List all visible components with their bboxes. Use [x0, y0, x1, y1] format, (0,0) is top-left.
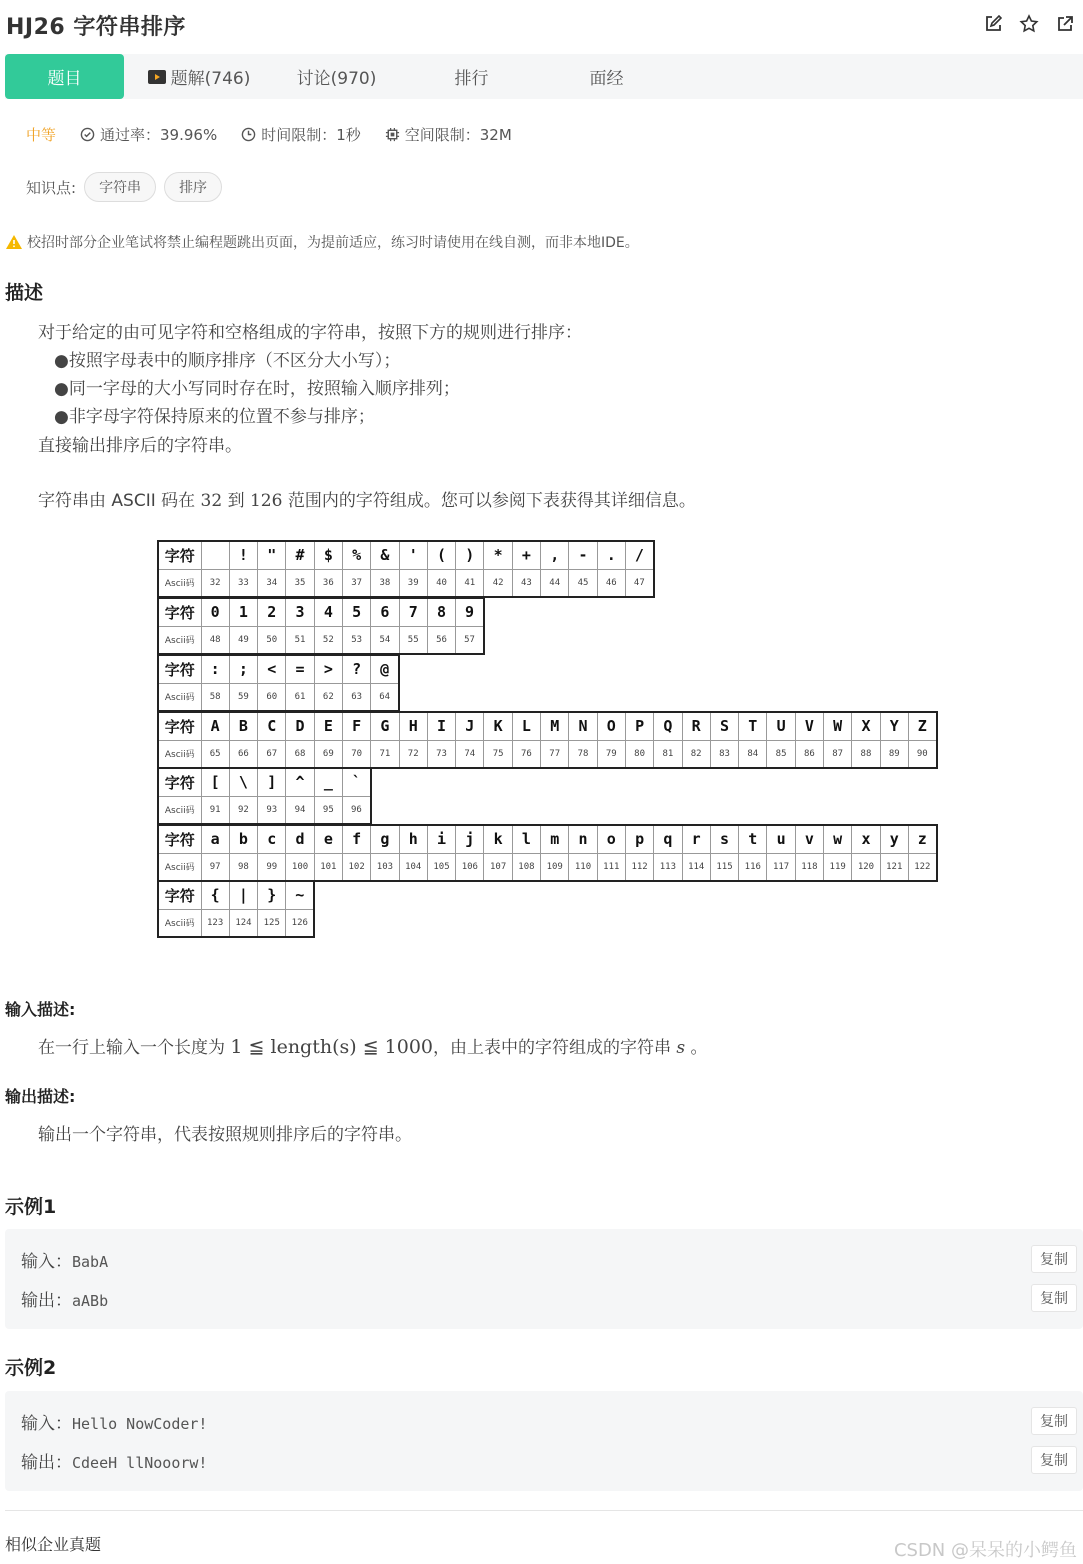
copy-button[interactable]: 复制: [1031, 1407, 1077, 1435]
ascii-code: 68: [286, 740, 314, 768]
example1-heading: 示例1: [5, 1196, 57, 1218]
ascii-char: S: [710, 712, 738, 740]
input-heading: 输入描述:: [5, 1000, 76, 1019]
ascii-code: 32: [201, 569, 229, 597]
ascii-char: m: [541, 825, 569, 853]
ascii-code: 37: [342, 569, 370, 597]
ascii-char: 9: [456, 598, 484, 626]
ascii-char: q: [654, 825, 682, 853]
ascii-char: a: [201, 825, 229, 853]
ascii-code: 123: [201, 909, 229, 937]
ascii-code: 55: [399, 626, 427, 654]
ascii-code: 36: [314, 569, 342, 597]
ascii-code: 122: [908, 853, 936, 881]
star-icon[interactable]: [1019, 14, 1039, 34]
ascii-code: 63: [342, 683, 370, 711]
ascii-char: n: [569, 825, 597, 853]
ascii-code: 81: [654, 740, 682, 768]
input-description: 在一行上输入一个长度为 1 ≦ length(s) ≦ 1000，由上表中的字符组成的字符串 s 。: [38, 1036, 708, 1058]
ascii-char: .: [597, 541, 625, 569]
desc-range: 字符串由 ASCII 码在 32 到 126 范围内的字符组成。您可以参阅下表获得其详细信息。: [38, 491, 696, 511]
ascii-char-label: 字符: [158, 881, 201, 909]
ascii-char: ,: [541, 541, 569, 569]
ascii-char: >: [314, 655, 342, 683]
ascii-code: 65: [201, 740, 229, 768]
ascii-char: b: [229, 825, 257, 853]
ascii-char: E: [314, 712, 342, 740]
ascii-code: 45: [569, 569, 597, 597]
ascii-char: 3: [286, 598, 314, 626]
ascii-char: (: [427, 541, 455, 569]
ascii-char: L: [512, 712, 540, 740]
ascii-char: ): [456, 541, 484, 569]
ascii-group: [157, 654, 400, 712]
ascii-code: 58: [201, 683, 229, 711]
ascii-group: [157, 540, 655, 598]
ascii-char: k: [484, 825, 512, 853]
page-title: HJ26 字符串排序: [6, 15, 186, 40]
share-icon[interactable]: [1055, 14, 1075, 34]
ascii-char: $: [314, 541, 342, 569]
ascii-char: &: [371, 541, 399, 569]
warning-notice: 校招时部分企业笔试将禁止编程题跳出页面，为提前适应，练习时请使用在线自测，而非本地IDE。: [6, 232, 639, 252]
ascii-code: 61: [286, 683, 314, 711]
ascii-char: v: [795, 825, 823, 853]
ascii-char: r: [682, 825, 710, 853]
example2-output: 输出：CdeeH llNooorw!: [21, 1453, 208, 1473]
ascii-code: 52: [314, 626, 342, 654]
similar-questions-heading: 相似企业真题: [5, 1535, 102, 1554]
ascii-group: [157, 711, 938, 769]
ascii-char: [201, 541, 229, 569]
ascii-code: 35: [286, 569, 314, 597]
ascii-code: 111: [597, 853, 625, 881]
ascii-code: 41: [456, 569, 484, 597]
ascii-char-label: 字符: [158, 598, 201, 626]
ascii-code: 120: [852, 853, 880, 881]
ascii-code: 62: [314, 683, 342, 711]
memory-limit: 空间限制：32M: [385, 124, 512, 145]
ascii-code: 125: [258, 909, 286, 937]
ascii-char: x: [852, 825, 880, 853]
time-limit: 时间限制：1秒: [241, 124, 361, 145]
desc-bullet: ●按照字母表中的顺序排序（不区分大小写）；: [54, 351, 401, 371]
ascii-code: 121: [880, 853, 908, 881]
ascii-code: 112: [625, 853, 653, 881]
desc-output-note: 直接输出排序后的字符串。: [38, 436, 242, 456]
ascii-char: +: [512, 541, 540, 569]
ascii-char: ": [258, 541, 286, 569]
ascii-code: 106: [456, 853, 484, 881]
ascii-char: N: [569, 712, 597, 740]
ascii-code: 42: [484, 569, 512, 597]
ascii-char: J: [456, 712, 484, 740]
tag-sort[interactable]: 排序: [164, 172, 222, 202]
ascii-char: 7: [399, 598, 427, 626]
ascii-char: z: [908, 825, 936, 853]
tab-ranking[interactable]: 排行: [454, 69, 489, 89]
chip-icon: [385, 127, 400, 142]
tags-label: 知识点:: [26, 178, 77, 197]
ascii-char: i: [427, 825, 455, 853]
ascii-code-label: Ascii码: [158, 569, 201, 597]
ascii-code: 99: [258, 853, 286, 881]
ascii-code: 70: [342, 740, 370, 768]
ascii-code-label: Ascii码: [158, 683, 201, 711]
ascii-char: T: [739, 712, 767, 740]
ascii-char: ^: [286, 768, 314, 796]
ascii-code: 104: [399, 853, 427, 881]
tag-string[interactable]: 字符串: [84, 172, 156, 202]
tab-solutions[interactable]: [124, 54, 274, 99]
ascii-code: 39: [399, 569, 427, 597]
example1-box: [5, 1229, 1083, 1329]
knowledge-tags: [26, 172, 222, 202]
ascii-char: M: [541, 712, 569, 740]
ascii-code: 34: [258, 569, 286, 597]
ascii-group: [157, 880, 315, 938]
ascii-code: 57: [456, 626, 484, 654]
ascii-char: @: [371, 655, 399, 683]
ascii-code: 54: [371, 626, 399, 654]
example2-heading: 示例2: [5, 1357, 57, 1379]
ascii-char: H: [399, 712, 427, 740]
ascii-char: `: [342, 768, 370, 796]
ascii-group: [157, 767, 372, 825]
ascii-char: u: [767, 825, 795, 853]
ascii-code: 49: [229, 626, 257, 654]
ascii-code: 95: [314, 796, 342, 824]
ascii-char: 0: [201, 598, 229, 626]
ascii-code: 80: [625, 740, 653, 768]
ascii-group: [157, 597, 485, 655]
ascii-code: 96: [342, 796, 370, 824]
ascii-code: 89: [880, 740, 908, 768]
ascii-code: 66: [229, 740, 257, 768]
ascii-char: s: [710, 825, 738, 853]
ascii-char: ~: [286, 881, 314, 909]
ascii-code: 116: [739, 853, 767, 881]
ascii-code: 33: [229, 569, 257, 597]
ascii-code: 91: [201, 796, 229, 824]
ascii-code: 93: [258, 796, 286, 824]
ascii-code: 64: [371, 683, 399, 711]
ascii-code: 73: [427, 740, 455, 768]
ascii-char-label: 字符: [158, 768, 201, 796]
copy-button[interactable]: 复制: [1031, 1245, 1077, 1273]
ascii-char: w: [824, 825, 852, 853]
tab-solutions-label: 题解(746): [170, 69, 251, 89]
ascii-char: A: [201, 712, 229, 740]
warning-icon: [6, 235, 22, 249]
ascii-char: :: [201, 655, 229, 683]
ascii-code: 100: [286, 853, 314, 881]
output-description: 输出一个字符串，代表按照规则排序后的字符串。: [38, 1125, 412, 1145]
pass-rate: 通过率：39.96%: [80, 124, 217, 145]
ascii-code: 115: [710, 853, 738, 881]
ascii-char: e: [314, 825, 342, 853]
ascii-code: 46: [597, 569, 625, 597]
clock-icon: [241, 127, 256, 142]
watermark: CSDN @呆呆的小鳄鱼: [893, 1540, 1077, 1561]
ascii-code: 51: [286, 626, 314, 654]
ascii-code: 107: [484, 853, 512, 881]
ascii-char: %: [342, 541, 370, 569]
ascii-code: 105: [427, 853, 455, 881]
ascii-char: -: [569, 541, 597, 569]
ascii-code: 67: [258, 740, 286, 768]
ascii-code: 92: [229, 796, 257, 824]
ascii-code: 84: [739, 740, 767, 768]
ascii-group: [157, 824, 938, 882]
ascii-code: 119: [824, 853, 852, 881]
ascii-char: X: [852, 712, 880, 740]
ascii-char: ?: [342, 655, 370, 683]
ascii-code: 102: [342, 853, 370, 881]
ascii-char-label: 字符: [158, 655, 201, 683]
ascii-char: Z: [908, 712, 936, 740]
ascii-code: 74: [456, 740, 484, 768]
ascii-char: }: [258, 881, 286, 909]
ascii-code: 85: [767, 740, 795, 768]
ascii-char: l: [512, 825, 540, 853]
copy-button[interactable]: 复制: [1031, 1284, 1077, 1312]
example2-box: [5, 1391, 1083, 1491]
ascii-char: 8: [427, 598, 455, 626]
example1-input: 输入：BabA: [21, 1252, 109, 1272]
desc-bullet: ●同一字母的大小写同时存在时，按照输入顺序排列；: [54, 379, 460, 399]
ascii-code-label: Ascii码: [158, 853, 201, 881]
ascii-char: O: [597, 712, 625, 740]
problem-meta: [26, 124, 536, 145]
ascii-code: 124: [229, 909, 257, 937]
ascii-char: 6: [371, 598, 399, 626]
ascii-code: 109: [541, 853, 569, 881]
ascii-char: [: [201, 768, 229, 796]
ascii-code-label: Ascii码: [158, 909, 201, 937]
ascii-char: _: [314, 768, 342, 796]
ascii-char: Q: [654, 712, 682, 740]
top-actions: [983, 14, 1075, 34]
ascii-char: 1: [229, 598, 257, 626]
ascii-char: o: [597, 825, 625, 853]
ascii-code: 97: [201, 853, 229, 881]
divider: [5, 1510, 1083, 1511]
description-heading: 描述: [5, 282, 44, 304]
ascii-code-label: Ascii码: [158, 740, 201, 768]
ascii-char: <: [258, 655, 286, 683]
ascii-char: 4: [314, 598, 342, 626]
ascii-code: 44: [541, 569, 569, 597]
ascii-code: 82: [682, 740, 710, 768]
ascii-code: 76: [512, 740, 540, 768]
ascii-char: I: [427, 712, 455, 740]
ascii-code: 88: [852, 740, 880, 768]
ascii-char: |: [229, 881, 257, 909]
ascii-code: 83: [710, 740, 738, 768]
ascii-code: 78: [569, 740, 597, 768]
ascii-char: U: [767, 712, 795, 740]
ascii-code: 110: [569, 853, 597, 881]
ascii-code: 59: [229, 683, 257, 711]
ascii-code: 117: [767, 853, 795, 881]
ascii-char-label: 字符: [158, 825, 201, 853]
ascii-char: B: [229, 712, 257, 740]
difficulty-badge: 中等: [26, 126, 57, 144]
example2-input: 输入：Hello NowCoder!: [21, 1414, 208, 1434]
desc-intro: 对于给定的由可见字符和空格组成的字符串，按照下方的规则进行排序：: [38, 323, 582, 343]
ascii-code: 47: [625, 569, 653, 597]
ascii-code: 72: [399, 740, 427, 768]
ascii-char: C: [258, 712, 286, 740]
edit-icon[interactable]: [983, 14, 1003, 34]
ascii-char: ]: [258, 768, 286, 796]
ascii-char: V: [795, 712, 823, 740]
ascii-code: 90: [908, 740, 936, 768]
ascii-char: g: [371, 825, 399, 853]
ascii-code-label: Ascii码: [158, 626, 201, 654]
ascii-code: 118: [795, 853, 823, 881]
ascii-char: D: [286, 712, 314, 740]
ascii-char: !: [229, 541, 257, 569]
ascii-char: 5: [342, 598, 370, 626]
ascii-code: 126: [286, 909, 314, 937]
ascii-char: c: [258, 825, 286, 853]
ascii-code: 38: [371, 569, 399, 597]
tab-problem[interactable]: 题目: [5, 54, 124, 99]
ascii-char: {: [201, 881, 229, 909]
tab-bar: [5, 54, 1083, 99]
ascii-char: Y: [880, 712, 908, 740]
ascii-char: 2: [258, 598, 286, 626]
ascii-char: t: [739, 825, 767, 853]
ascii-code: 71: [371, 740, 399, 768]
ascii-char-label: 字符: [158, 712, 201, 740]
ascii-code: 60: [258, 683, 286, 711]
ascii-char: p: [625, 825, 653, 853]
ascii-char: G: [371, 712, 399, 740]
ascii-char: y: [880, 825, 908, 853]
ascii-char: K: [484, 712, 512, 740]
ascii-code: 75: [484, 740, 512, 768]
ascii-code: 50: [258, 626, 286, 654]
tab-interview[interactable]: 面经: [589, 69, 624, 89]
ascii-char: =: [286, 655, 314, 683]
ascii-char: f: [342, 825, 370, 853]
ascii-code: 94: [286, 796, 314, 824]
ascii-char: d: [286, 825, 314, 853]
ascii-char: \: [229, 768, 257, 796]
ascii-char: R: [682, 712, 710, 740]
ascii-char: F: [342, 712, 370, 740]
ascii-code: 48: [201, 626, 229, 654]
example1-output: 输出：aABb: [21, 1291, 109, 1311]
desc-bullet: ●非字母字符保持原来的位置不参与排序；: [54, 407, 375, 427]
ascii-code: 98: [229, 853, 257, 881]
tab-discussion[interactable]: 讨论(970): [296, 69, 377, 89]
ascii-code: 101: [314, 853, 342, 881]
ascii-char: j: [456, 825, 484, 853]
output-heading: 输出描述:: [5, 1087, 76, 1106]
ascii-char: ;: [229, 655, 257, 683]
video-icon: [148, 70, 166, 84]
ascii-char-label: 字符: [158, 541, 201, 569]
ascii-code: 86: [795, 740, 823, 768]
ascii-code: 103: [371, 853, 399, 881]
ascii-code-label: Ascii码: [158, 796, 201, 824]
ascii-char: h: [399, 825, 427, 853]
ascii-code: 56: [427, 626, 455, 654]
ascii-code: 69: [314, 740, 342, 768]
ascii-code: 114: [682, 853, 710, 881]
ascii-char: W: [824, 712, 852, 740]
ascii-code: 87: [824, 740, 852, 768]
ascii-code: 77: [541, 740, 569, 768]
ascii-code: 113: [654, 853, 682, 881]
ascii-code: 108: [512, 853, 540, 881]
ascii-code: 79: [597, 740, 625, 768]
ascii-code: 53: [342, 626, 370, 654]
ascii-code: 40: [427, 569, 455, 597]
ascii-code: 43: [512, 569, 540, 597]
ascii-char: /: [625, 541, 653, 569]
copy-button[interactable]: 复制: [1031, 1446, 1077, 1474]
ascii-char: ': [399, 541, 427, 569]
ascii-char: *: [484, 541, 512, 569]
ascii-char: P: [625, 712, 653, 740]
check-circle-icon: [80, 127, 95, 142]
ascii-char: #: [286, 541, 314, 569]
